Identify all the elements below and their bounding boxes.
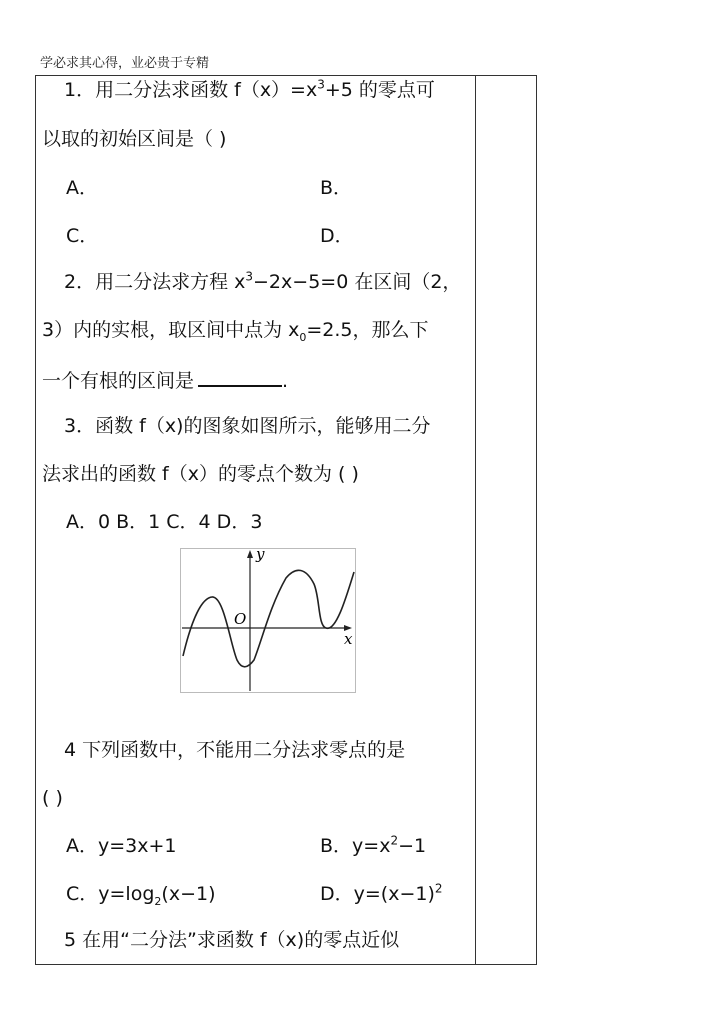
table-divider [475, 75, 476, 965]
q3-line1: 3．函数 f（x)的图象如图所示，能够用二分 [64, 415, 431, 437]
q2-text3: 一个有根的区间是 [42, 370, 195, 392]
q4-option-a: A．y=3x+1 [66, 835, 177, 857]
q2-period: . [282, 370, 289, 392]
q2-answer-blank[interactable] [198, 367, 282, 387]
q4-d-exponent: 2 [434, 881, 443, 896]
q1-exponent: 3 [317, 77, 325, 92]
q4-b-text: B．y=x [320, 835, 391, 857]
q4-option-d [320, 882, 443, 906]
q2-line2 [42, 318, 429, 342]
q2-text: 2．用二分法求方程 x [64, 271, 246, 293]
q2-exponent: 3 [245, 269, 254, 284]
q4-b-exponent: 2 [390, 833, 399, 848]
q1-text: 1．用二分法求函数 f（x）=x [64, 79, 318, 101]
q3-line2: 法求出的函数 f（x）的零点个数为 ( ) [42, 463, 359, 485]
q2-subscript: 0 [299, 330, 307, 344]
q4-option-b [320, 834, 426, 858]
q1-option-d: D． [320, 225, 354, 247]
q4-line2: ( ) [42, 787, 63, 809]
q2-text2: 3）内的实根，取区间中点为 x [42, 319, 300, 341]
q4-d-text: D．y=(x−1) [320, 883, 435, 905]
q3-options: A．0 B．1 C．4 D．3 [66, 511, 263, 533]
q1-text-end: +5 的零点可 [324, 79, 435, 101]
q4-line1: 4 下列函数中，不能用二分法求零点的是 [64, 739, 406, 761]
x-axis-label: x [344, 630, 353, 648]
q2-line3 [42, 367, 288, 393]
y-axis-label: y [256, 548, 265, 563]
q1-option-b: B． [320, 177, 353, 199]
q2-line1 [64, 270, 461, 294]
origin-label: O [234, 610, 247, 628]
q1-option-a: A． [66, 177, 98, 199]
q2-text2-end: =2.5，那么下 [306, 319, 429, 341]
q1-option-c: C． [66, 225, 99, 247]
q4-b-end: −1 [398, 835, 427, 857]
q5-line1: 5 在用“二分法”求函数 f（x)的零点近似 [64, 929, 400, 951]
q4-c-text: C．y=log [66, 883, 155, 905]
q4-c-subscript: 2 [154, 894, 162, 908]
q3-function-graph [180, 548, 356, 693]
q1-line2: 以取的初始区间是（ ) [42, 128, 227, 150]
q4-c-end: (x−1) [161, 883, 216, 905]
q4-option-c [66, 882, 215, 906]
q2-text-end: −2x−5=0 在区间（2， [253, 271, 462, 293]
q1-line1 [64, 78, 435, 102]
header-note: 学必求其心得，业必贵于专精 [40, 56, 210, 71]
